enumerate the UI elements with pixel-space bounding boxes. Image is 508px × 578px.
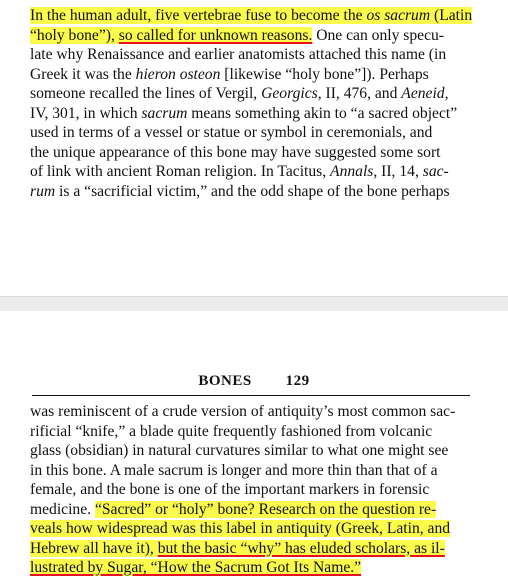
text-segment: os sacrum (366, 7, 431, 24)
running-head-rule (32, 395, 470, 396)
page-break-divider (0, 296, 508, 311)
top-paragraph-line (30, 143, 470, 163)
top-paragraph-line (30, 104, 470, 124)
text-segment: sacrum (141, 104, 188, 122)
text-segment: Greek it was the (30, 65, 136, 83)
text-segment: female, and the bone is one of the important markers in forensic (30, 481, 430, 498)
top-paragraph-line (30, 6, 473, 26)
text-segment: rificial “knife,” a blade quite frequently fashioned from volcanic (30, 422, 433, 440)
text-segment: someone recalled the lines of Vergil, (30, 85, 262, 102)
text-segment: means something akin to “a sacred object” (187, 104, 458, 122)
text-segment: is a “sacrificial victim,” and the odd shape of the bone perhaps (55, 182, 450, 200)
text-segment: In the human adult, five vertebrae fuse to become the (30, 7, 367, 24)
text-segment: II, 476, and (321, 85, 402, 102)
text-segment: the unique appearance of this bone may have suggested some sort (30, 143, 441, 161)
page-number: 129 (285, 373, 310, 389)
text-segment: late why Renaissance and earlier anatomists attached this name (in (30, 46, 447, 63)
running-head-title: BONES (198, 373, 252, 389)
bottom-paragraph-line (30, 402, 470, 422)
text-segment: Hebrew all have it), (30, 539, 158, 557)
bottom-paragraph (30, 402, 470, 578)
bottom-paragraph-line (30, 461, 470, 481)
text-segment: Aeneid, (401, 85, 449, 102)
text-segment: used in terms of a vessel or statue or symbol in ceremonials, and (30, 124, 433, 141)
text-segment: [likewise “holy bone”]). Perhaps (220, 65, 429, 83)
running-head (0, 373, 508, 390)
bottom-paragraph-line (30, 422, 470, 442)
top-paragraph-line (30, 162, 470, 182)
text-segment: “Sacred” or “holy” bone? Research on the question re- (94, 500, 437, 518)
text-segment: glass (obsidian) in natural curvatures similar to what one might see (30, 442, 449, 459)
bottom-paragraph-line (30, 441, 470, 461)
text-segment: Georgics, (261, 85, 322, 102)
text-segment: was reminiscent of a crude version of antiquity’s most common sac- (30, 403, 456, 420)
text-segment: veals how widespread was this label in antiquity (Greek, Latin, and (30, 520, 451, 537)
text-segment: hieron osteon (135, 65, 221, 83)
top-paragraph-line (30, 123, 470, 143)
bottom-paragraph-line (30, 519, 470, 539)
bottom-paragraph-line (30, 500, 470, 520)
top-paragraph (30, 6, 473, 201)
bottom-paragraph-line (30, 539, 470, 559)
text-segment: II, 14, (377, 163, 423, 180)
text-segment: IV, 301, in which (30, 104, 142, 122)
text-segment: of link with ancient Roman religion. In Tacitus, (30, 163, 331, 180)
text-segment: in this bone. A male sacrum is longer and more thin than that of a (30, 461, 438, 479)
text-segment: lustrated by Sugar, “How the Sacrum Got Its Name.” (30, 559, 362, 576)
top-paragraph-line (30, 26, 470, 46)
top-paragraph-line (30, 45, 470, 65)
text-segment: “holy bone”), (30, 26, 119, 44)
text-segment: medicine. (30, 500, 95, 518)
bottom-paragraph-line (30, 480, 470, 500)
top-paragraph-line (30, 65, 470, 85)
text-segment: (Latin (430, 7, 473, 24)
top-paragraph-line (30, 84, 470, 104)
text-segment: rum (30, 182, 56, 200)
text-segment: One can only specu- (312, 26, 444, 44)
text-segment: Annals, (330, 163, 378, 180)
text-segment: so called for unknown reasons. (118, 26, 313, 44)
text-segment: but the basic “why” has eluded scholars, as il- (157, 539, 445, 557)
text-segment: sac- (422, 163, 449, 180)
top-paragraph-line (30, 182, 470, 202)
